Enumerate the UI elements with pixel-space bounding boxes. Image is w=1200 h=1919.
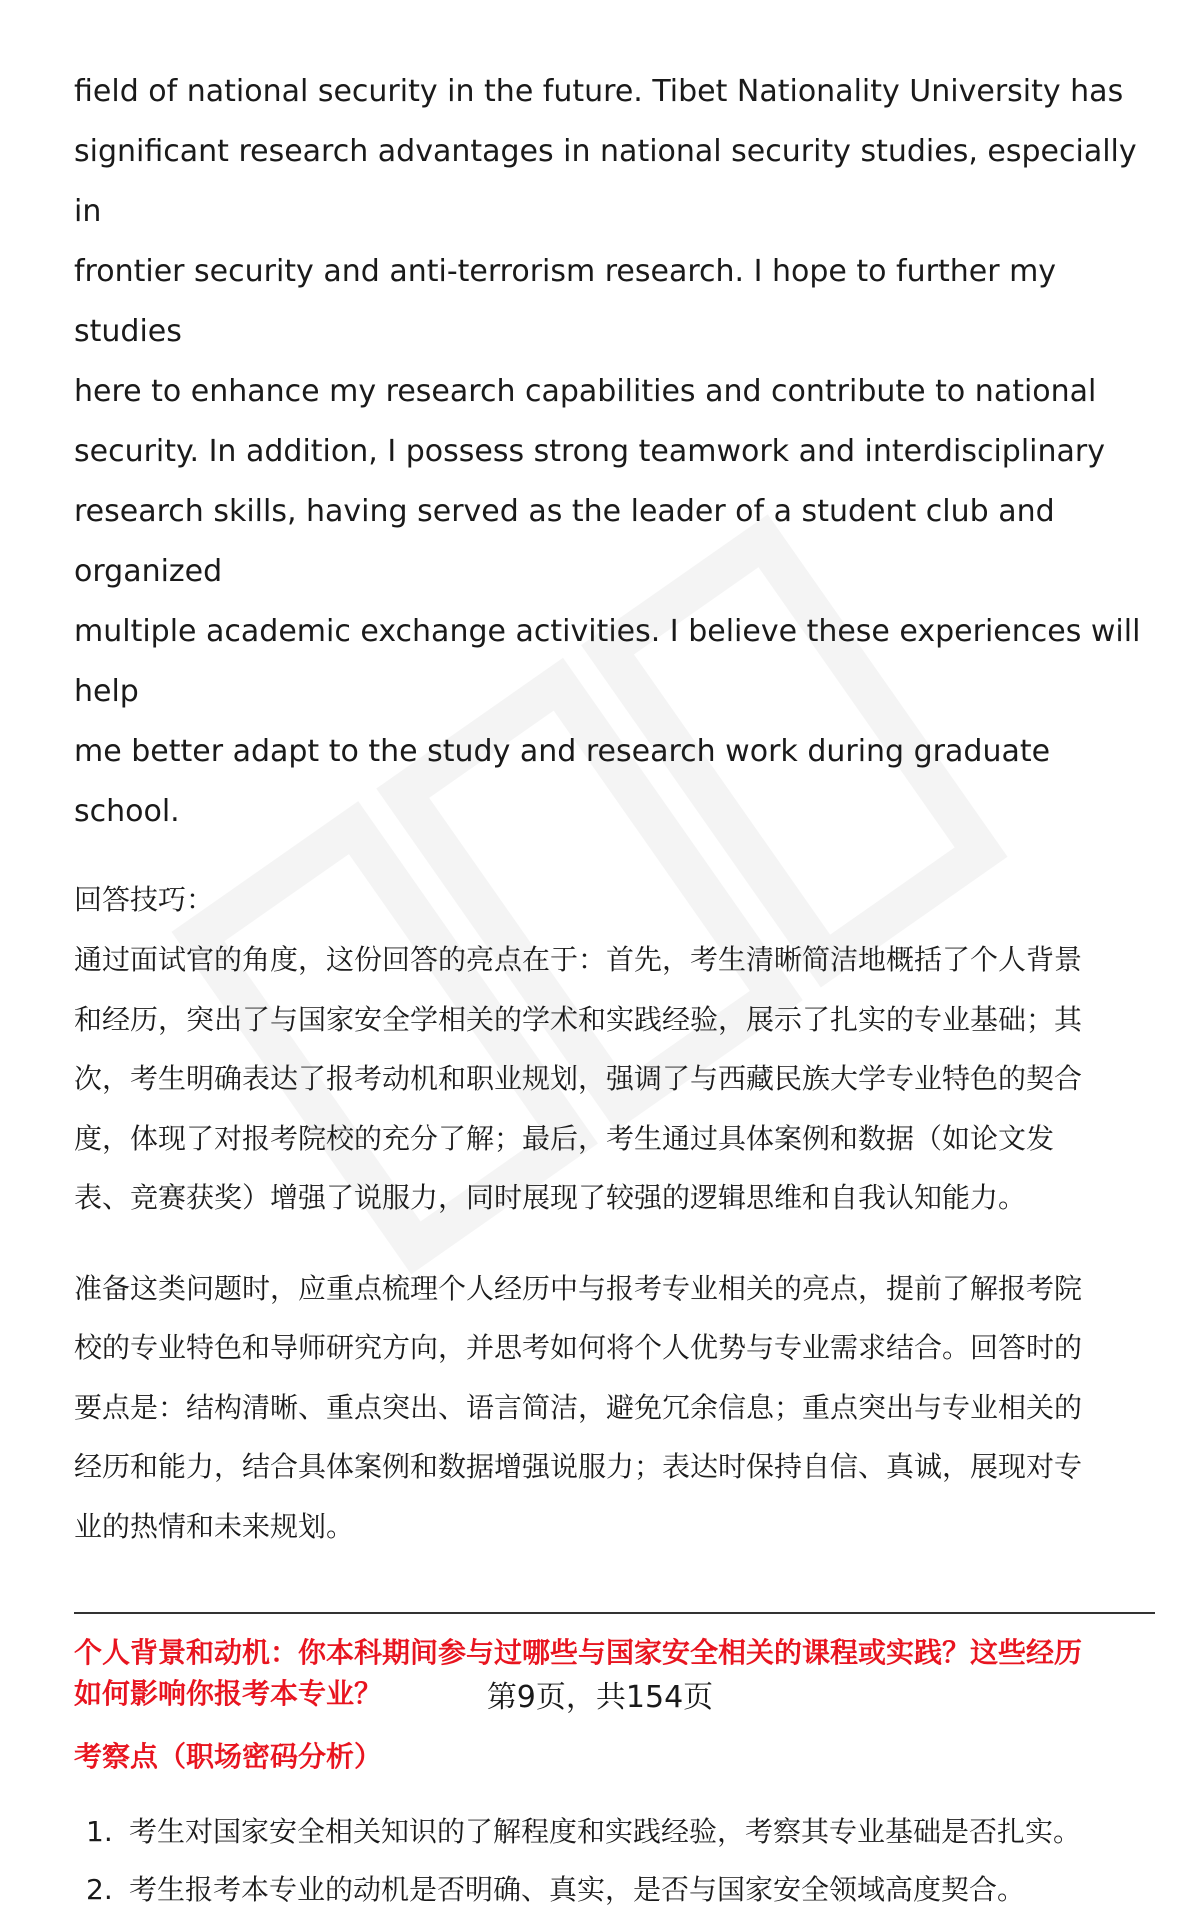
text-line: 准备这类问题时，应重点梳理个人经历中与报考专业相关的亮点，提前了解报考院 — [74, 1271, 1083, 1305]
question-line: 个人背景和动机：你本科期间参与过哪些与国家安全相关的课程或实践？这些经历 — [74, 1636, 1083, 1669]
question-line: 如何影响你报考本专业？ — [74, 1677, 383, 1710]
list-text: 考生报考本专业的动机是否明确、真实，是否与国家安全领域高度契合。 — [129, 1873, 1026, 1906]
tips-paragraph-2 — [74, 1259, 1154, 1557]
text-line: 要点是：结构清晰、重点突出、语言简洁，避免冗余信息；重点突出与专业相关的 — [74, 1390, 1083, 1424]
points-list — [74, 1803, 1154, 1919]
english-answer-paragraph — [74, 62, 1154, 842]
text-line: 度，体现了对报考院校的充分了解；最后，考生通过具体案例和数据（如论文发 — [74, 1121, 1055, 1155]
text-line: multiple academic exchange activities. I believe these experiences will help — [74, 614, 1141, 709]
text-line: 业的热情和未来规划。 — [74, 1509, 355, 1543]
tips-paragraph-1 — [74, 930, 1154, 1228]
list-item — [74, 1861, 1154, 1919]
text-line: frontier security and anti-terrorism research. I hope to further my studies — [74, 254, 1057, 349]
text-line: 通过面试官的角度，这份回答的亮点在于：首先，考生清晰简洁地概括了个人背景 — [74, 943, 1083, 976]
text-line: security. In addition, I possess strong teamwork and interdisciplinary — [74, 434, 1105, 469]
text-line: research skills, having served as the leader of a student club and organized — [74, 494, 1055, 589]
list-text: 考生对国家安全相关知识的了解程度和实践经验，考察其专业基础是否扎实。 — [129, 1815, 1082, 1848]
section-divider — [74, 1612, 1155, 1614]
section-title: 考察点（职场密码分析） — [74, 1740, 383, 1773]
text-line: me better adapt to the study and research work during graduate school. — [74, 734, 1051, 829]
text-line: 和经历，突出了与国家安全学相关的学术和实践经验，展示了扎实的专业基础；其 — [74, 1002, 1083, 1036]
text-line: 次，考生明确表达了报考动机和职业规划，强调了与西藏民族大学专业特色的契合 — [74, 1062, 1083, 1095]
text-line: field of national security in the future. Tibet Nationality University has — [74, 74, 1124, 109]
text-line: here to enhance my research capabilities and contribute to national — [74, 374, 1097, 409]
page-number-footer: 第9页，共154页 — [486, 1680, 714, 1715]
list-number: 1. — [86, 1815, 113, 1848]
tips-label: 回答技巧： — [74, 883, 215, 916]
list-number: 2. — [86, 1873, 113, 1906]
text-line: 经历和能力，结合具体案例和数据增强说服力；表达时保持自信、真诚，展现对专 — [74, 1450, 1083, 1483]
page-content — [74, 62, 1154, 1919]
text-line: significant research advantages in national security studies, especially in — [74, 134, 1137, 229]
list-item — [74, 1803, 1154, 1861]
text-line: 表、竞赛获奖）增强了说服力，同时展现了较强的逻辑思维和自我认知能力。 — [74, 1181, 1027, 1214]
text-line: 校的专业特色和导师研究方向，并思考如何将个人优势与专业需求结合。回答时的 — [74, 1331, 1083, 1364]
